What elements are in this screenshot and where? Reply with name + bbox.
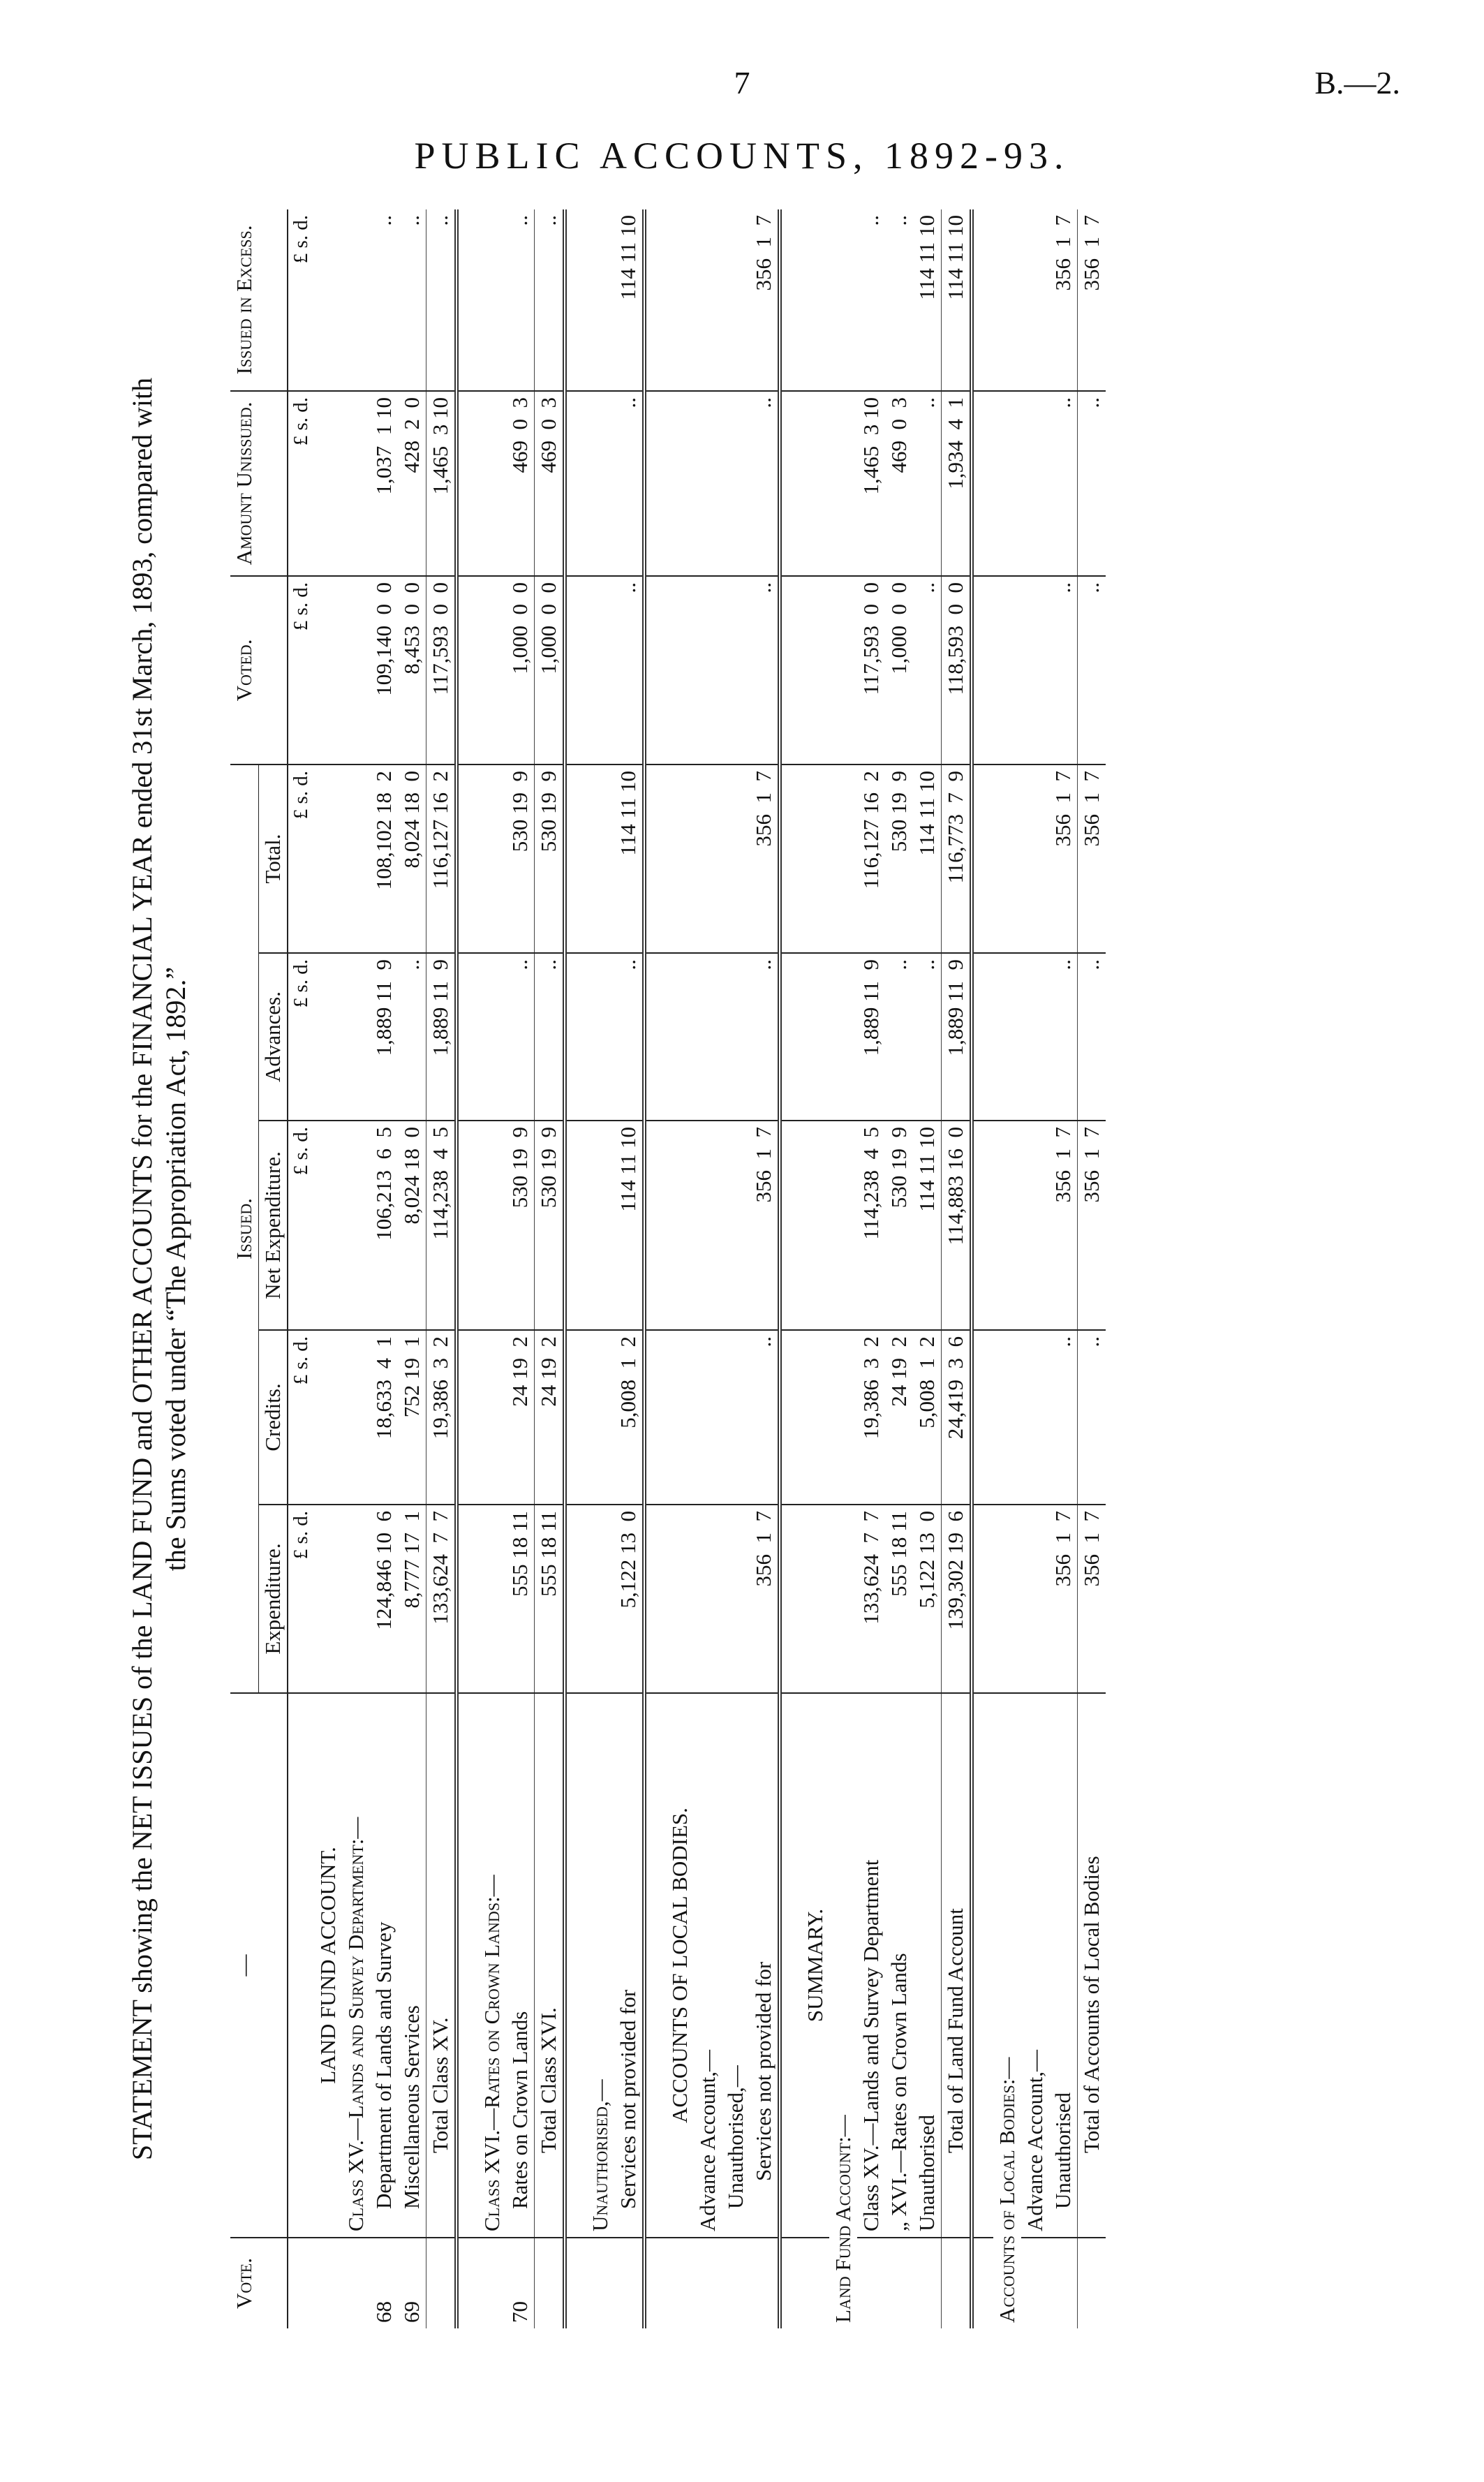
subsection-row	[829, 209, 857, 2328]
issued-in-excess-cell: 114 11 10	[942, 209, 972, 391]
amount-unissued-cell: ..	[614, 391, 644, 576]
currency-label: £ s. d.	[288, 391, 314, 576]
credits-cell: 752 19 1	[398, 1330, 426, 1505]
credits-cell: 5,008 1 2	[913, 1330, 942, 1505]
advances-cell: 1,889 11 9	[942, 953, 972, 1121]
statement-line-1: STATEMENT showing the NET ISSUES of the LAND FUND and OTHER ACCOUNTS for the FINANCIAL YEAR ended 31st March, 1893, compared with	[126, 377, 158, 2161]
currency-row	[288, 209, 314, 2328]
voted-cell: 1,000 0 0	[885, 576, 913, 764]
credits-cell: 19,386 3 2	[857, 1330, 885, 1505]
vote-number: 69	[399, 2301, 424, 2323]
expenditure-cell: 356 1 7	[1049, 1505, 1078, 1693]
advances-cell: ..	[614, 953, 644, 1121]
net-expenditure-cell: 356 1 7	[1078, 1121, 1106, 1330]
advances-cell: ..	[750, 953, 780, 1121]
voted-cell: ..	[913, 576, 942, 764]
advances-cell: 1,889 11 9	[857, 953, 885, 1121]
voted-cell: ..	[1078, 576, 1106, 764]
issued-in-excess-cell: 356 1 7	[750, 209, 780, 391]
issued-in-excess-cell: ..	[398, 209, 426, 391]
header-amount-unissued: Amount Unissued.	[230, 391, 288, 576]
total-cell: 116,127 16 2	[857, 764, 885, 953]
expenditure-cell: 356 1 7	[750, 1505, 780, 1693]
subsection-row	[722, 209, 750, 2328]
credits-cell: 24,419 3 6	[942, 1330, 972, 1505]
table-row	[913, 209, 942, 2328]
issued-in-excess-cell: ..	[535, 209, 565, 391]
total-cell: 114 11 10	[614, 764, 644, 953]
subsection-row	[478, 209, 506, 2328]
subsection-row	[993, 209, 1021, 2328]
table-row	[370, 209, 398, 2328]
page-number: 7	[734, 65, 750, 101]
total-cell: 530 19 9	[885, 764, 913, 953]
amount-unissued-cell: 1,465 3 10	[857, 391, 885, 576]
amount-unissued-cell: ..	[1049, 391, 1078, 576]
table-row	[942, 209, 972, 2328]
currency-label: £ s. d.	[288, 764, 314, 953]
advances-cell: 1,889 11 9	[370, 953, 398, 1121]
credits-cell: ..	[750, 1330, 780, 1505]
table-row	[857, 209, 885, 2328]
voted-cell: 117,593 0 0	[426, 576, 457, 764]
row-label: Total Class XVI.	[535, 1693, 565, 2238]
net-expenditure-cell: 106,213 6 5	[370, 1121, 398, 1330]
header-issued: Issued.	[230, 764, 259, 1693]
credits-cell: ..	[1049, 1330, 1078, 1505]
credits-cell: 24 19 2	[535, 1330, 565, 1505]
expenditure-cell: 133,624 7 7	[857, 1505, 885, 1693]
table-row	[398, 209, 426, 2328]
issued-in-excess-cell: ..	[370, 209, 398, 391]
net-expenditure-cell: 114,883 16 0	[942, 1121, 972, 1330]
section-heading-row	[801, 209, 829, 2328]
header-advances: Advances.	[259, 953, 288, 1121]
net-expenditure-cell: 530 19 9	[885, 1121, 913, 1330]
expenditure-cell: 356 1 7	[1078, 1505, 1106, 1693]
amount-unissued-cell: ..	[750, 391, 780, 576]
expenditure-cell: 555 18 11	[535, 1505, 565, 1693]
expenditure-cell: 8,777 17 1	[398, 1505, 426, 1693]
net-expenditure-cell: 114,238 4 5	[857, 1121, 885, 1330]
total-cell: 356 1 7	[750, 764, 780, 953]
voted-cell: ..	[614, 576, 644, 764]
advance-account-summary-heading: Advance Account,—	[1021, 1693, 1049, 2238]
rotated-statement-sheet	[126, 209, 1260, 2328]
amount-unissued-cell: 469 0 3	[535, 391, 565, 576]
total-cell: 114 11 10	[913, 764, 942, 953]
advances-cell: ..	[1049, 953, 1078, 1121]
row-label: Services not provided for	[750, 1693, 780, 2238]
advances-cell: ..	[535, 953, 565, 1121]
unauthorised-sub-heading: Unauthorised,—	[722, 1693, 750, 2238]
header-voted: Voted.	[230, 576, 288, 764]
vote-number: 70	[507, 2301, 532, 2323]
advances-cell: ..	[1078, 953, 1106, 1121]
row-label: Unauthorised	[913, 1693, 942, 2238]
voted-cell: 109,140 0 0	[370, 576, 398, 764]
credits-cell: 18,633 4 1	[370, 1330, 398, 1505]
expenditure-cell: 5,122 13 0	[913, 1505, 942, 1693]
table-row	[1049, 209, 1078, 2328]
issued-in-excess-cell: ..	[885, 209, 913, 391]
class-xvi-heading: Class XVI.—Rates on Crown Lands:—	[478, 1693, 506, 2238]
amount-unissued-cell: 1,037 1 10	[370, 391, 398, 576]
amount-unissued-cell: 1,934 4 1	[942, 391, 972, 576]
total-cell: 356 1 7	[1078, 764, 1106, 953]
net-expenditure-cell: 356 1 7	[1049, 1121, 1078, 1330]
voted-cell: 117,593 0 0	[857, 576, 885, 764]
table-row	[506, 209, 535, 2328]
header-total: Total.	[259, 764, 288, 953]
total-cell: 116,773 7 9	[942, 764, 972, 953]
land-fund-account-heading: Land Fund Account:—	[831, 2115, 855, 2323]
table-row	[426, 209, 457, 2328]
vote-number: 68	[371, 2301, 396, 2323]
local-bodies-heading: Accounts of Local Bodies:—	[995, 2057, 1019, 2323]
net-expenditure-cell: 530 19 9	[535, 1121, 565, 1330]
currency-label: £ s. d.	[288, 1505, 314, 1693]
voted-cell: 1,000 0 0	[506, 576, 535, 764]
expenditure-cell: 555 18 11	[506, 1505, 535, 1693]
total-cell: 356 1 7	[1049, 764, 1078, 953]
amount-unissued-cell: ..	[1078, 391, 1106, 576]
row-label: „ XVI.—Rates on Crown Lands	[885, 1693, 913, 2238]
statement-caption	[126, 209, 230, 2328]
table-row	[750, 209, 780, 2328]
credits-cell: 24 19 2	[885, 1330, 913, 1505]
issued-in-excess-cell: 356 1 7	[1049, 209, 1078, 391]
row-label: Total Class XV.	[426, 1693, 457, 2238]
advances-cell: 1,889 11 9	[426, 953, 457, 1121]
issued-in-excess-cell: ..	[506, 209, 535, 391]
table-row	[614, 209, 644, 2328]
header-issued-in-excess: Issued in Excess.	[230, 209, 288, 391]
currency-label: £ s. d.	[288, 953, 314, 1121]
class-xv-heading: Class XV.—Lands and Survey Department:—	[342, 1693, 370, 2238]
net-expenditure-cell: 356 1 7	[750, 1121, 780, 1330]
credits-cell: 19,386 3 2	[426, 1330, 457, 1505]
issued-in-excess-cell: ..	[857, 209, 885, 391]
row-label: Rates on Crown Lands	[506, 1693, 535, 2238]
table-row	[885, 209, 913, 2328]
net-expenditure-cell: 530 19 9	[506, 1121, 535, 1330]
row-label: Miscellaneous Services	[398, 1693, 426, 2238]
unauthorised-heading: Unauthorised,—	[586, 1693, 614, 2238]
expenditure-cell: 5,122 13 0	[614, 1505, 644, 1693]
accounts-table	[230, 209, 1106, 2328]
currency-label: £ s. d.	[288, 1121, 314, 1330]
row-label: Total of Land Fund Account	[942, 1693, 972, 2238]
amount-unissued-cell: 469 0 3	[506, 391, 535, 576]
amount-unissued-cell: 469 0 3	[885, 391, 913, 576]
voted-cell: 8,453 0 0	[398, 576, 426, 764]
expenditure-cell: 139,302 19 6	[942, 1505, 972, 1693]
row-label: Department of Lands and Survey	[370, 1693, 398, 2238]
subsection-row	[586, 209, 614, 2328]
expenditure-cell: 124,846 10 6	[370, 1505, 398, 1693]
total-cell: 116,127 16 2	[426, 764, 457, 953]
total-cell: 108,102 18 2	[370, 764, 398, 953]
section-local-bodies: ACCOUNTS OF LOCAL BODIES.	[666, 1693, 694, 2238]
row-label: Services not provided for	[614, 1693, 644, 2238]
currency-label: £ s. d.	[288, 1330, 314, 1505]
amount-unissued-cell: ..	[913, 391, 942, 576]
net-expenditure-cell: 114 11 10	[913, 1121, 942, 1330]
voted-cell: ..	[1049, 576, 1078, 764]
statement-line-2: the Sums voted under “The Appropriation Act, 1892.”	[160, 966, 191, 1572]
voted-cell: ..	[750, 576, 780, 764]
expenditure-cell: 133,624 7 7	[426, 1505, 457, 1693]
page-reference: B.—2.	[1314, 65, 1400, 101]
credits-cell: 24 19 2	[506, 1330, 535, 1505]
header-vote: Vote.	[230, 2238, 288, 2328]
total-cell: 530 19 9	[535, 764, 565, 953]
header-credits: Credits.	[259, 1330, 288, 1505]
section-heading-row	[666, 209, 694, 2328]
currency-label: £ s. d.	[288, 576, 314, 764]
header-net-expenditure: Net Expenditure.	[259, 1121, 288, 1330]
advances-cell: ..	[506, 953, 535, 1121]
advances-cell: ..	[913, 953, 942, 1121]
amount-unissued-cell: 428 2 0	[398, 391, 426, 576]
advances-cell: ..	[398, 953, 426, 1121]
voted-cell: 1,000 0 0	[535, 576, 565, 764]
issued-in-excess-cell: ..	[426, 209, 457, 391]
amount-unissued-cell: 1,465 3 10	[426, 391, 457, 576]
table-row	[535, 209, 565, 2328]
issued-in-excess-cell: 114 11 10	[614, 209, 644, 391]
section-land-fund: LAND FUND ACCOUNT.	[314, 1693, 342, 2238]
net-expenditure-cell: 114 11 10	[614, 1121, 644, 1330]
advances-cell: ..	[885, 953, 913, 1121]
section-heading-row	[314, 209, 342, 2328]
section-summary: SUMMARY.	[801, 1693, 829, 2238]
currency-label: £ s. d.	[288, 209, 314, 391]
total-cell: 8,024 18 0	[398, 764, 426, 953]
issued-in-excess-cell: 114 11 10	[913, 209, 942, 391]
voted-cell: 118,593 0 0	[942, 576, 972, 764]
subsection-row	[694, 209, 722, 2328]
credits-cell: 5,008 1 2	[614, 1330, 644, 1505]
row-label: Total of Accounts of Local Bodies	[1078, 1693, 1106, 2238]
advance-account-heading: Advance Account,—	[694, 1693, 722, 2238]
issued-in-excess-cell: 356 1 7	[1078, 209, 1106, 391]
row-label: Unauthorised	[1049, 1693, 1078, 2238]
header-description: —	[230, 1693, 288, 2238]
net-expenditure-cell: 8,024 18 0	[398, 1121, 426, 1330]
net-expenditure-cell: 114,238 4 5	[426, 1121, 457, 1330]
table-row	[1078, 209, 1106, 2328]
subsection-row	[342, 209, 370, 2328]
credits-cell: ..	[1078, 1330, 1106, 1505]
page-title: PUBLIC ACCOUNTS, 1892-93.	[414, 135, 1070, 177]
expenditure-cell: 555 18 11	[885, 1505, 913, 1693]
total-cell: 530 19 9	[506, 764, 535, 953]
subsection-row	[1021, 209, 1049, 2328]
header-expenditure: Expenditure.	[259, 1505, 288, 1693]
row-label: Class XV.—Lands and Survey Department	[857, 1693, 885, 2238]
